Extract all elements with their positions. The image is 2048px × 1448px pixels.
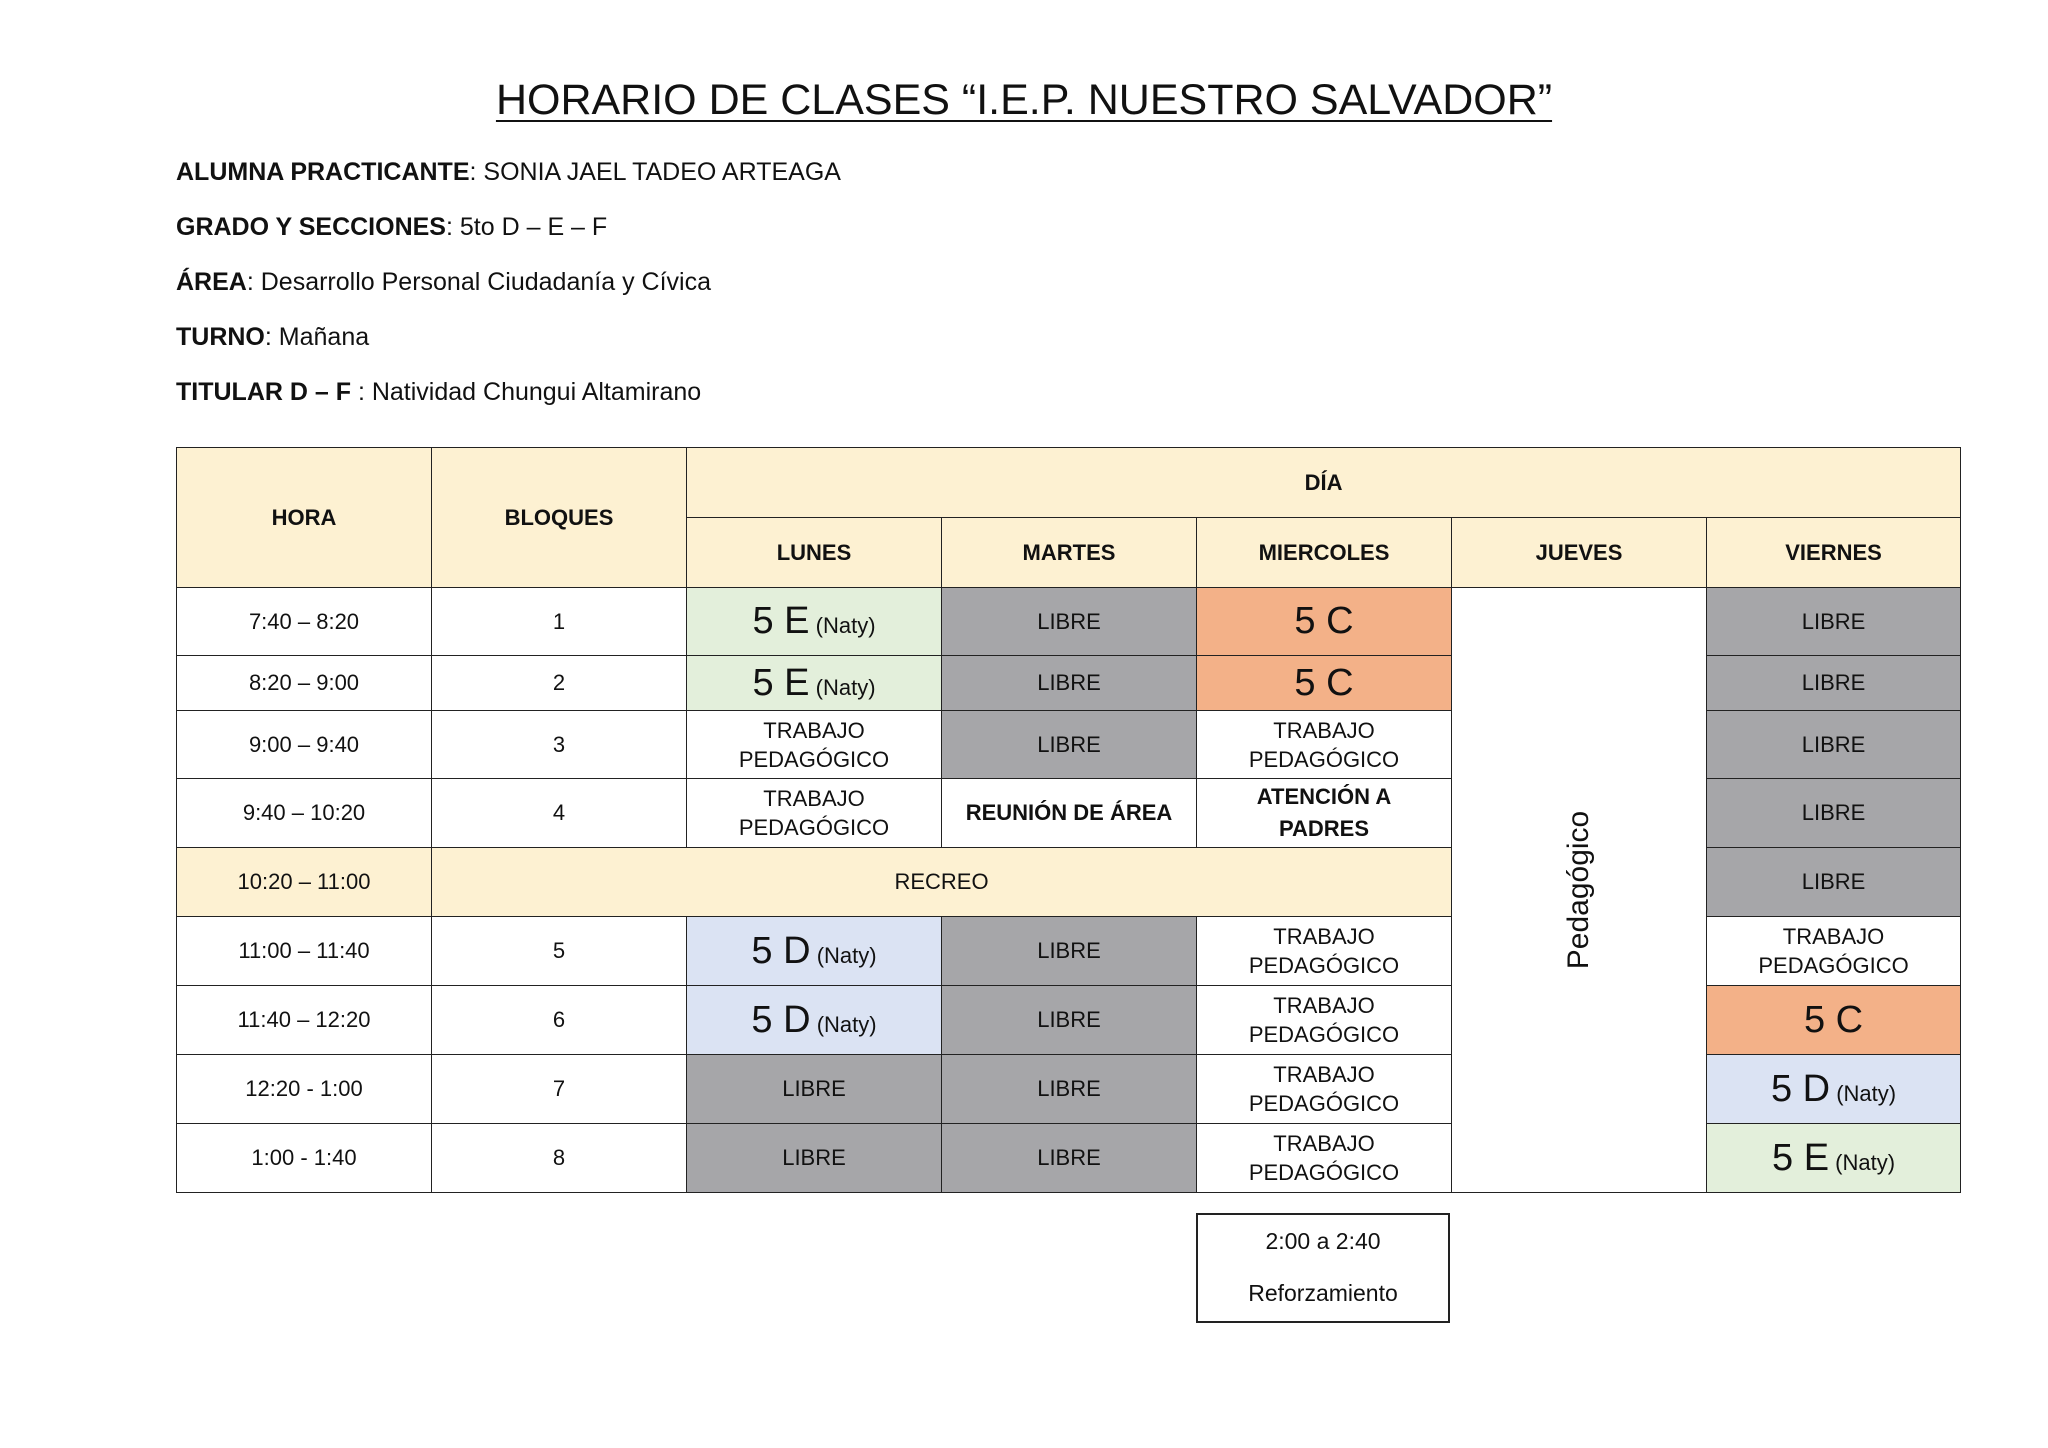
cell-hora: 11:40 – 12:20	[177, 986, 432, 1055]
header-bloques: BLOQUES	[432, 448, 687, 588]
cell-bloque: 3	[432, 711, 687, 779]
cell-hora: 7:40 – 8:20	[177, 588, 432, 656]
cell-viernes: 5 E (Naty)	[1707, 1124, 1961, 1193]
info-titular: TITULAR D – F : Natividad Chungui Altamirano	[176, 378, 702, 406]
schedule-table	[176, 447, 1961, 1193]
cell-martes: LIBRE	[942, 588, 1197, 656]
cell-lunes: TRABAJO PEDAGÓGICO	[687, 779, 942, 848]
cell-miercoles: TRABAJO PEDAGÓGICO	[1197, 1124, 1452, 1193]
cell-miercoles: TRABAJO PEDAGÓGICO	[1197, 986, 1452, 1055]
cell-hora: 10:20 – 11:00	[177, 848, 432, 917]
cell-viernes: LIBRE	[1707, 848, 1961, 917]
cell-hora: 11:00 – 11:40	[177, 917, 432, 986]
cell-martes: REUNIÓN DE ÁREA	[942, 779, 1197, 848]
cell-viernes: LIBRE	[1707, 711, 1961, 779]
cell-hora: 8:20 – 9:00	[177, 656, 432, 711]
cell-bloque: 4	[432, 779, 687, 848]
cell-viernes: 5 D (Naty)	[1707, 1055, 1961, 1124]
cell-martes: LIBRE	[942, 917, 1197, 986]
cell-lunes: 5 D (Naty)	[687, 986, 942, 1055]
cell-hora: 9:00 – 9:40	[177, 711, 432, 779]
cell-miercoles: TRABAJO PEDAGÓGICO	[1197, 1055, 1452, 1124]
cell-bloque: 7	[432, 1055, 687, 1124]
reforzamiento-box	[1196, 1213, 1450, 1323]
cell-miercoles: ATENCIÓN A PADRES	[1197, 779, 1452, 848]
cell-martes: LIBRE	[942, 1124, 1197, 1193]
header-viernes: VIERNES	[1707, 518, 1961, 588]
cell-viernes: LIBRE	[1707, 779, 1961, 848]
cell-hora: 12:20 - 1:00	[177, 1055, 432, 1124]
cell-lunes: LIBRE	[687, 1055, 942, 1124]
cell-lunes: LIBRE	[687, 1124, 942, 1193]
cell-lunes: 5 D (Naty)	[687, 917, 942, 986]
cell-bloque: 8	[432, 1124, 687, 1193]
cell-martes: LIBRE	[942, 1055, 1197, 1124]
cell-bloque: 5	[432, 917, 687, 986]
cell-miercoles: TRABAJO PEDAGÓGICO	[1197, 711, 1452, 779]
cell-viernes: LIBRE	[1707, 588, 1961, 656]
cell-bloque: 1	[432, 588, 687, 656]
cell-viernes: TRABAJO PEDAGÓGICO	[1707, 917, 1961, 986]
cell-recreo: RECREO	[432, 848, 1452, 917]
cell-bloque: 2	[432, 656, 687, 711]
cell-jueves-merged: Pedagógico	[1452, 588, 1707, 1193]
header-hora: HORA	[177, 448, 432, 588]
header-martes: MARTES	[942, 518, 1197, 588]
cell-miercoles: 5 C	[1197, 656, 1452, 711]
cell-viernes: LIBRE	[1707, 656, 1961, 711]
header-jueves: JUEVES	[1452, 518, 1707, 588]
cell-martes: LIBRE	[942, 711, 1197, 779]
info-area: ÁREA: Desarrollo Personal Ciudadanía y Cívica	[176, 268, 711, 296]
header-dia: DÍA	[687, 448, 1961, 518]
page-title: HORARIO DE CLASES “I.E.P. NUESTRO SALVADOR”	[495, 76, 1553, 124]
cell-bloque: 6	[432, 986, 687, 1055]
cell-lunes: 5 E (Naty)	[687, 588, 942, 656]
cell-lunes: 5 E (Naty)	[687, 656, 942, 711]
cell-hora: 9:40 – 10:20	[177, 779, 432, 848]
cell-martes: LIBRE	[942, 656, 1197, 711]
cell-miercoles: TRABAJO PEDAGÓGICO	[1197, 917, 1452, 986]
reforzamiento-label: Reforzamiento	[1248, 1280, 1398, 1306]
info-grado: GRADO Y SECCIONES: 5to D – E – F	[176, 213, 608, 241]
cell-martes: LIBRE	[942, 986, 1197, 1055]
cell-viernes: 5 C	[1707, 986, 1961, 1055]
info-turno: TURNO: Mañana	[176, 323, 370, 351]
header-lunes: LUNES	[687, 518, 942, 588]
reforzamiento-time: 2:00 a 2:40	[1265, 1228, 1381, 1254]
cell-miercoles: 5 C	[1197, 588, 1452, 656]
header-miercoles: MIERCOLES	[1197, 518, 1452, 588]
cell-hora: 1:00 - 1:40	[177, 1124, 432, 1193]
cell-lunes: TRABAJO PEDAGÓGICO	[687, 711, 942, 779]
info-alumna: ALUMNA PRACTICANTE: SONIA JAEL TADEO ARTEAGA	[176, 158, 841, 186]
table-row	[177, 588, 1961, 656]
